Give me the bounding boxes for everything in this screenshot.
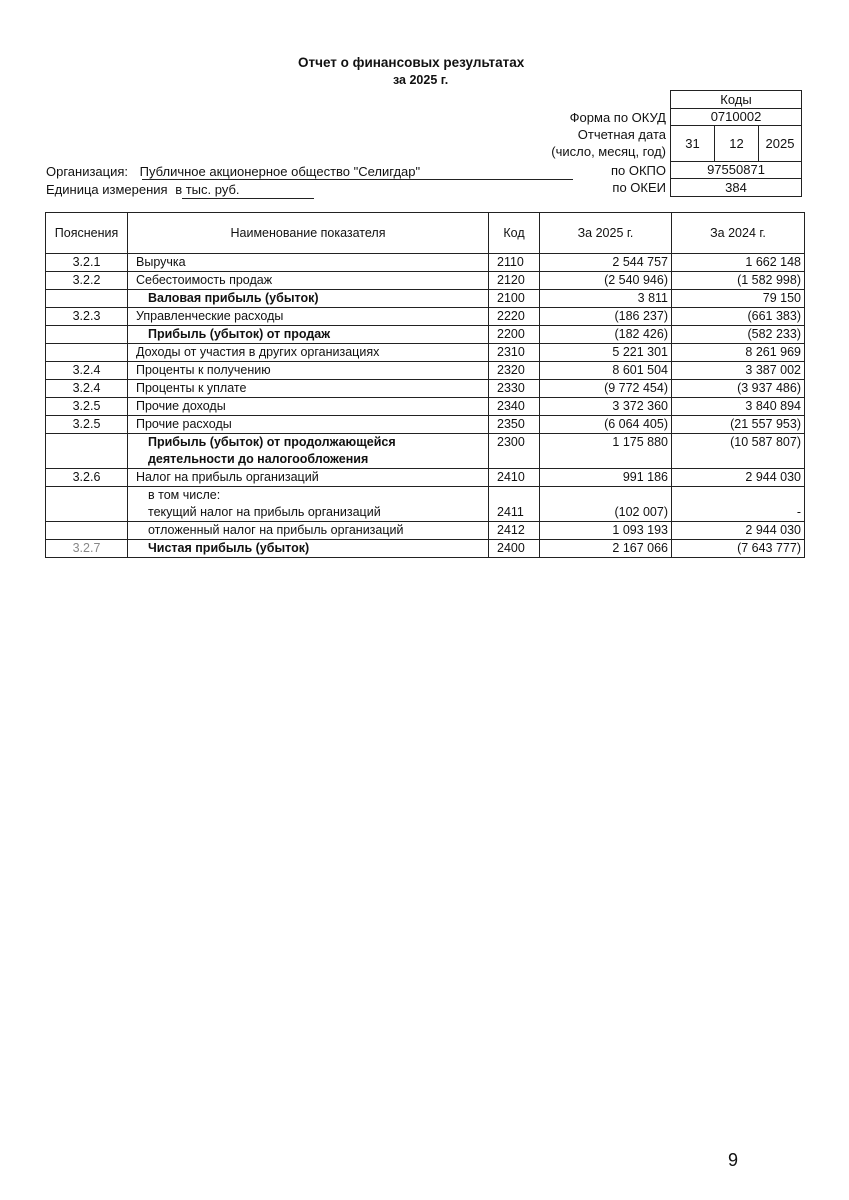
- col-header-code: Код: [489, 213, 540, 254]
- table-row: [46, 416, 805, 434]
- row-code: 2100: [489, 290, 540, 308]
- date-month: 12: [714, 125, 759, 162]
- row-note: [46, 290, 128, 308]
- table-row: [46, 522, 805, 540]
- row-value-2025: 991 186: [540, 469, 672, 487]
- table-row: [46, 469, 805, 487]
- row-value-2025: 2 167 066: [540, 540, 672, 558]
- row-value-2024: (582 233): [672, 326, 805, 344]
- row-code: 2320: [489, 362, 540, 380]
- table-row: [46, 272, 805, 290]
- okei-value: 384: [670, 178, 802, 197]
- row-value-2024: (3 937 486): [672, 380, 805, 398]
- row-code: 2300: [489, 434, 540, 469]
- row-code: 2340: [489, 398, 540, 416]
- row-name: Проценты к уплате: [128, 380, 489, 398]
- row-name: Чистая прибыль (убыток): [128, 540, 489, 558]
- row-name: Проценты к получению: [128, 362, 489, 380]
- row-name: Себестоимость продаж: [128, 272, 489, 290]
- financial-results-table: [45, 212, 805, 558]
- row-value-2024: -: [672, 487, 805, 522]
- row-name-line-1: Прибыль (убыток) от продолжающейся: [148, 435, 396, 449]
- table-row: [46, 362, 805, 380]
- unit-row: [46, 182, 240, 197]
- row-note: 3.2.4: [46, 362, 128, 380]
- table-row: [46, 308, 805, 326]
- okpo-label: по ОКПО: [610, 163, 666, 178]
- table-row: [46, 380, 805, 398]
- row-note: 3.2.5: [46, 416, 128, 434]
- row-code: 2220: [489, 308, 540, 326]
- table-header-row: [46, 213, 805, 254]
- row-value-2024: (661 383): [672, 308, 805, 326]
- row-note: [46, 487, 128, 522]
- table-row: [46, 254, 805, 272]
- row-value-2024: 2 944 030: [672, 522, 805, 540]
- row-name: Выручка: [128, 254, 489, 272]
- row-name-line-2: текущий налог на прибыль организаций: [148, 505, 381, 519]
- date-label-2: (число, месяц, год): [551, 144, 666, 159]
- row-value-2024: 79 150: [672, 290, 805, 308]
- row-note: 3.2.3: [46, 308, 128, 326]
- row-value-2025: 3 811: [540, 290, 672, 308]
- row-value-2025: (102 007): [540, 487, 672, 522]
- row-name: отложенный налог на прибыль организаций: [128, 522, 489, 540]
- row-value-2025: (9 772 454): [540, 380, 672, 398]
- row-value-2025: (182 426): [540, 326, 672, 344]
- report-title: Отчет о финансовых результатах: [298, 55, 525, 70]
- row-code: 2400: [489, 540, 540, 558]
- table-row: [46, 540, 805, 558]
- row-note: 3.2.6: [46, 469, 128, 487]
- row-note: [46, 434, 128, 469]
- organization-underline: [142, 179, 573, 180]
- row-note: [46, 344, 128, 362]
- row-name: Доходы от участия в других организациях: [128, 344, 489, 362]
- unit-value: в тыс. руб.: [175, 182, 240, 197]
- row-code: 2330: [489, 380, 540, 398]
- row-value-2025: 2 544 757: [540, 254, 672, 272]
- row-name: Прочие расходы: [128, 416, 489, 434]
- okpo-value: 97550871: [670, 161, 802, 179]
- page-number: 9: [728, 1150, 739, 1170]
- table-row: [46, 434, 805, 469]
- row-name: Валовая прибыль (убыток): [128, 290, 489, 308]
- unit-underline: [182, 198, 314, 199]
- row-value-2024: 1 662 148: [672, 254, 805, 272]
- row-value-2025: 1 093 193: [540, 522, 672, 540]
- row-value-2025: (6 064 405): [540, 416, 672, 434]
- table-row: [46, 290, 805, 308]
- row-value-2025: (186 237): [540, 308, 672, 326]
- okud-value: 0710002: [670, 108, 802, 126]
- row-note: 3.2.2: [46, 272, 128, 290]
- organization-label: Организация:: [46, 164, 129, 179]
- organization-row: [46, 164, 420, 179]
- report-period: за 2025 г.: [393, 73, 449, 87]
- row-value-2025: 8 601 504: [540, 362, 672, 380]
- table-row: [46, 398, 805, 416]
- date-year: 2025: [758, 125, 802, 162]
- okei-label: по ОКЕИ: [612, 180, 666, 195]
- row-value-2024: (10 587 807): [672, 434, 805, 469]
- col-header-notes: Пояснения: [46, 213, 128, 254]
- row-name: Налог на прибыль организаций: [128, 469, 489, 487]
- row-code: 2412: [489, 522, 540, 540]
- row-name: Управленческие расходы: [128, 308, 489, 326]
- row-name-line-2: деятельности до налогообложения: [148, 452, 369, 466]
- row-code: 2200: [489, 326, 540, 344]
- row-note: 3.2.7: [46, 540, 128, 558]
- row-name: [128, 434, 489, 469]
- row-code: 2120: [489, 272, 540, 290]
- table-row: [46, 326, 805, 344]
- row-value-2025: 5 221 301: [540, 344, 672, 362]
- row-note: [46, 326, 128, 344]
- row-value-2024: (21 557 953): [672, 416, 805, 434]
- row-value-2024: 8 261 969: [672, 344, 805, 362]
- row-name: [128, 487, 489, 522]
- row-code: 2110: [489, 254, 540, 272]
- row-value-2024: (7 643 777): [672, 540, 805, 558]
- col-header-2025: За 2025 г.: [540, 213, 672, 254]
- organization-value: Публичное акционерное общество "Селигдар": [139, 164, 421, 179]
- table-row: [46, 487, 805, 522]
- codes-header: Коды: [670, 90, 802, 109]
- row-name-line-1: в том числе:: [148, 488, 221, 502]
- table-row: [46, 344, 805, 362]
- col-header-2024: За 2024 г.: [672, 213, 805, 254]
- row-value-2025: (2 540 946): [540, 272, 672, 290]
- row-value-2024: 3 840 894: [672, 398, 805, 416]
- unit-label: Единица измерения: [46, 182, 168, 197]
- row-value-2024: (1 582 998): [672, 272, 805, 290]
- row-value-2024: 2 944 030: [672, 469, 805, 487]
- row-value-2024: 3 387 002: [672, 362, 805, 380]
- row-note: [46, 522, 128, 540]
- row-note: 3.2.4: [46, 380, 128, 398]
- row-note: 3.2.5: [46, 398, 128, 416]
- col-header-name: Наименование показателя: [128, 213, 489, 254]
- row-value-2025: 1 175 880: [540, 434, 672, 469]
- row-name: Прочие доходы: [128, 398, 489, 416]
- row-value-2025: 3 372 360: [540, 398, 672, 416]
- row-name: Прибыль (убыток) от продаж: [128, 326, 489, 344]
- row-code: 2350: [489, 416, 540, 434]
- row-code: 2310: [489, 344, 540, 362]
- row-code: 2410: [489, 469, 540, 487]
- row-note: 3.2.1: [46, 254, 128, 272]
- date-label-1: Отчетная дата: [577, 127, 666, 142]
- row-code: 2411: [489, 487, 540, 522]
- date-day: 31: [670, 125, 715, 162]
- okud-label: Форма по ОКУД: [569, 110, 666, 125]
